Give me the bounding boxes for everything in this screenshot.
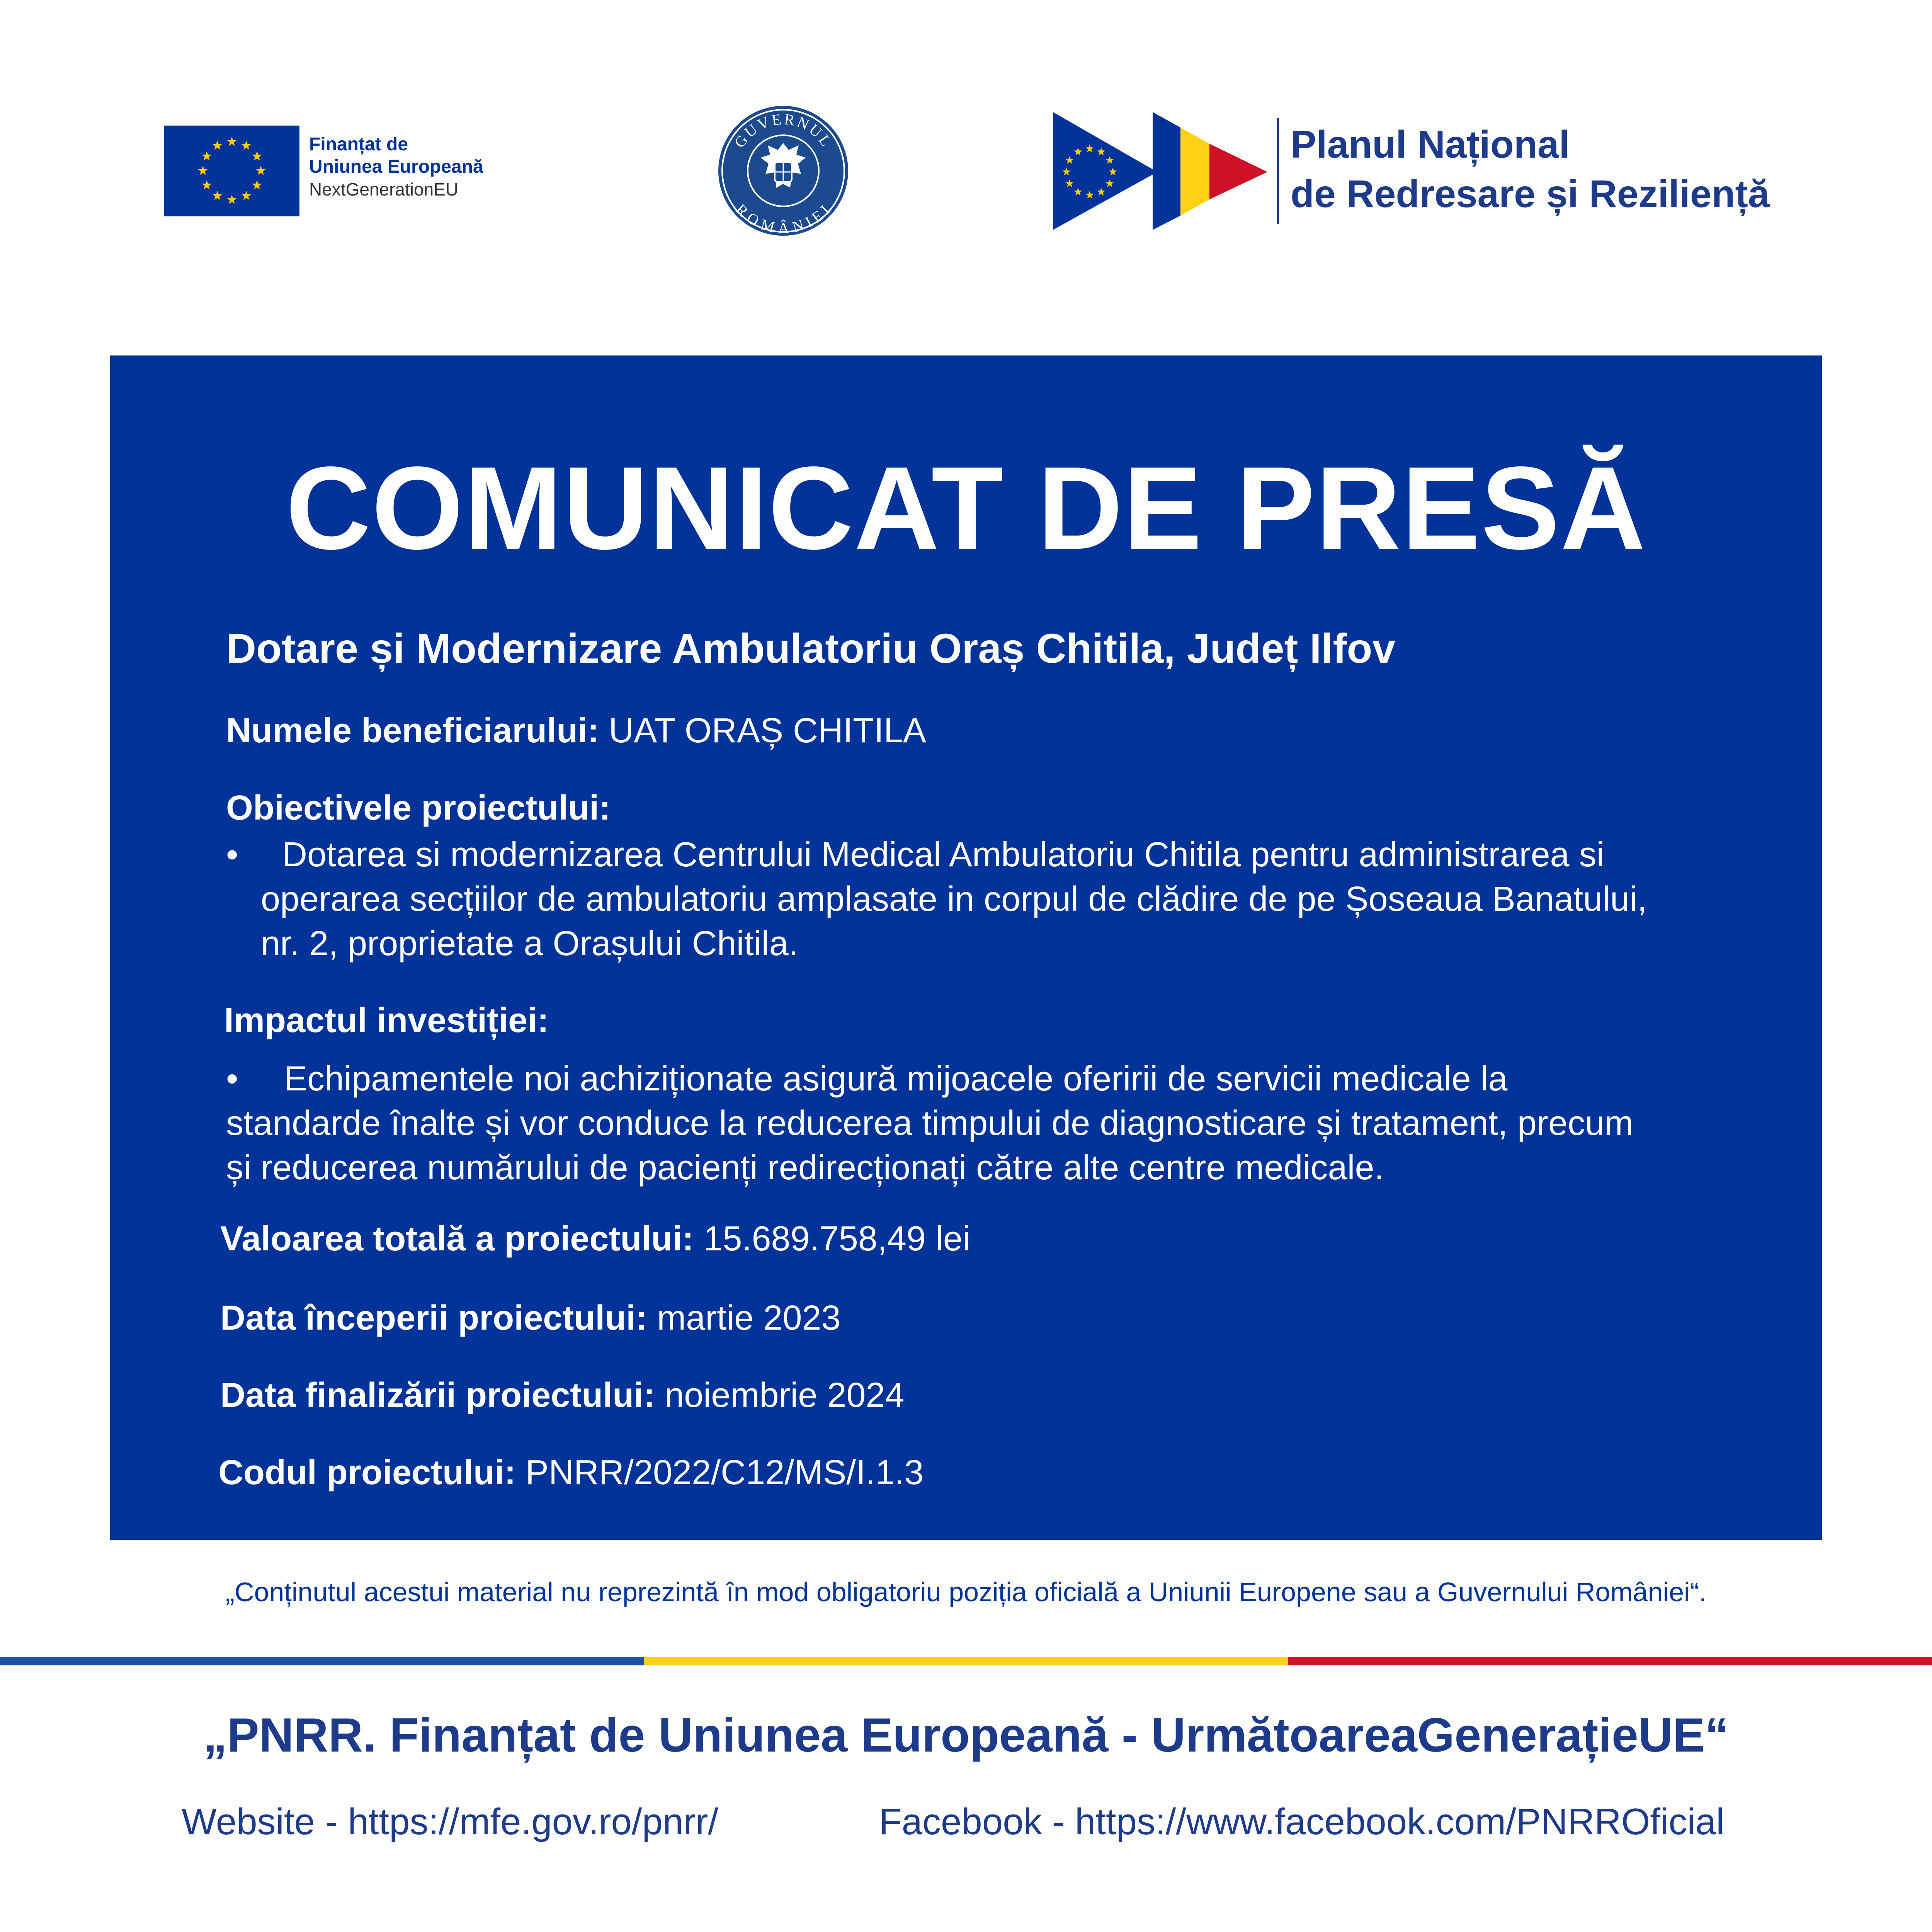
eu-logo-text [309,133,580,201]
total-value-label: Valoarea totală a proiectului: [220,1219,694,1258]
star-icon [227,195,237,204]
eu-logo-line2: Uniunea Europeană [309,156,483,177]
pnrr-divider [1277,118,1279,224]
star-icon [213,141,222,150]
pnrr-logo-line1: Planul Național [1291,123,1570,166]
footer-slogan: „PNRR. Finanțat de Uniunea Europeană - UrmătoareaGenerațieUE“ [203,1709,1729,1762]
facebook-link[interactable]: Facebook - https://www.facebook.com/PNRROficial [879,1801,1725,1842]
seal-top-text: GUVERNUL [730,110,836,151]
tricolor-yellow [644,1657,1288,1665]
pnrr-flags-icon [1053,112,1269,232]
disclaimer-text: „Conținutul acestui material nu reprezintă în mod obligatoriu poziția oficială a Uniunii Europene sau a Guvernului României“. [225,1577,1707,1607]
star-icon [198,166,208,175]
star-icon [252,151,262,161]
star-icon [256,166,266,175]
website-link[interactable]: Website - https://mfe.gov.ro/pnrr/ [182,1801,718,1842]
project-code-value: PNRR/2022/C12/MS/I.1.3 [515,1453,924,1492]
eu-flag-icon [164,126,299,216]
start-date-label: Data începerii proiectului: [220,1299,648,1337]
star-icon [242,141,251,150]
beneficiary-value: UAT ORAȘ CHITILA [599,711,927,750]
eu-logo-line3: NextGenerationEU [309,179,459,199]
project-title: Dotare și Modernizare Ambulatoriu Oraș Chitila, Județ Ilfov [226,625,1396,672]
total-value-row [220,1219,970,1259]
star-icon [252,180,262,190]
list-item: • Dotarea si modernizarea Centrului Medical Ambulatoriu Chitila pentru administrarea si [226,835,1604,874]
impact-heading: Impactul investiției: [224,1001,549,1040]
tricolor-divider [0,1657,1932,1665]
tricolor-blue [0,1657,644,1665]
star-icon [242,191,251,200]
star-icon [213,191,222,200]
end-date-value: noiembrie 2024 [655,1376,905,1415]
press-release-panel [110,355,1822,1540]
total-value-value: 15.689.758,49 lei [694,1219,970,1258]
list-item: • Echipamentele noi achiziționate asigură mijoacele oferirii de servicii medicale la [226,1060,1508,1098]
pnrr-logo-line2: de Redresare și Reziliență [1291,172,1770,216]
eu-logo-line1: Finanțat de [309,134,408,155]
beneficiary-label: Numele beneficiarului: [226,711,599,750]
star-icon [202,151,212,161]
impact-list: • Echipamentele noi achiziționate asigură mijoacele oferirii de servicii medicale la standarde înalte și vor conduce la reducerea timpului de diagnosticare și tratament, precum și reducerea numărului de pacienți redirecționați către alte centre medicale. [226,1057,1633,1190]
project-code-row [218,1453,923,1493]
star-icon [227,137,237,146]
tricolor-red [1288,1657,1932,1665]
start-date-row [220,1298,841,1338]
end-date-row [220,1376,905,1415]
objectives-heading: Obiectivele proiectului: [226,789,611,827]
star-icon [202,180,212,190]
start-date-value: martie 2023 [647,1299,841,1337]
beneficiary-row [226,711,926,751]
project-code-label: Codul proiectului: [218,1453,516,1492]
government-seal-logo [717,104,850,238]
pnrr-logo-text [1291,120,1909,219]
panel-title: COMUNICAT DE PRESĂ [286,442,1646,574]
seal-bottom-text: ROMÂNIEI [732,200,835,237]
end-date-label: Data finalizării proiectului: [220,1376,655,1415]
objectives-list: • Dotarea si modernizarea Centrului Medical Ambulatoriu Chitila pentru administrarea si operarea secțiilor de ambulatoriu amplasate in corpul de clădire de pe Șoseaua Banatului, nr. 2, proprietate a Orașului Chitila. [226,833,1647,966]
